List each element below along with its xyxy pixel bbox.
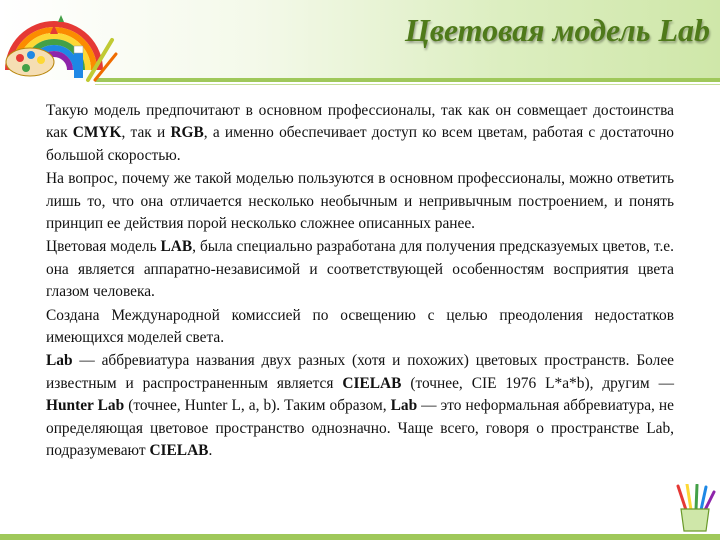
emphasis-term: CIELAB <box>149 442 209 460</box>
text-run: , а именно обеспечивает доступ ко всем цветам, работая с достаточно большой скоростью. <box>46 124 675 164</box>
text-run: (точнее, CIE 1976 L*a*b), другим — <box>401 374 674 392</box>
body-paragraph <box>46 100 674 167</box>
body-paragraph <box>46 168 674 235</box>
rainbow-palette-icon <box>0 0 120 85</box>
text-run: , так и <box>121 124 171 142</box>
emphasis-term: Hunter Lab <box>46 397 125 415</box>
slide-title: Цветовая модель Lab <box>405 12 710 48</box>
body-paragraph <box>46 350 674 462</box>
header-divider-thin <box>95 84 720 85</box>
text-run: На вопрос, почему же такой моделью пользуются в основном профессионалы, можно ответить лишь то, что она отличается несколько необычным и непривычным построением, и понять принцип ее действия порой несколько сложнее описанных ранее. <box>46 170 674 233</box>
text-run: Такую модель предпочитают в основном профессионалы, так как он совмещает достоинства как <box>46 102 674 142</box>
text-run: . <box>208 442 213 460</box>
emphasis-term: Lab <box>46 352 73 370</box>
header-divider <box>95 78 720 82</box>
slide-body <box>46 100 674 464</box>
text-run: Создана Международной комиссией по освещению с целью преодоления недостатков имеющихся моделей света. <box>46 306 674 347</box>
text-run: , была специально разработана для получения предсказуемых цветов, т.е. она является аппаратно-независимой и соответствующей особенностям восприятия цвета глазом человека. <box>46 238 674 301</box>
body-paragraph <box>46 236 674 303</box>
text-run: — аббревиатура названия двух разных (хотя и похожих) цветовых пространств. Более известным и распространенным является <box>46 352 674 392</box>
emphasis-term: CMYK <box>72 124 122 142</box>
text-run: (точнее, Hunter L, a, b). Таким образом, <box>124 397 391 415</box>
footer-band <box>0 534 720 540</box>
text-run: — это неформальная аббревиатура, не определяющая цветовое пространство однозначно. Чаще всего, говоря о пространстве Lab, подразумевают <box>46 397 675 460</box>
emphasis-term: CIELAB <box>342 374 402 392</box>
text-run: Цветовая модель <box>46 238 161 256</box>
body-paragraph <box>46 305 674 350</box>
pencils-cup-icon <box>672 484 718 532</box>
emphasis-term: Lab <box>390 397 418 415</box>
emphasis-term: RGB <box>170 124 204 142</box>
emphasis-term: LAB <box>160 238 193 256</box>
